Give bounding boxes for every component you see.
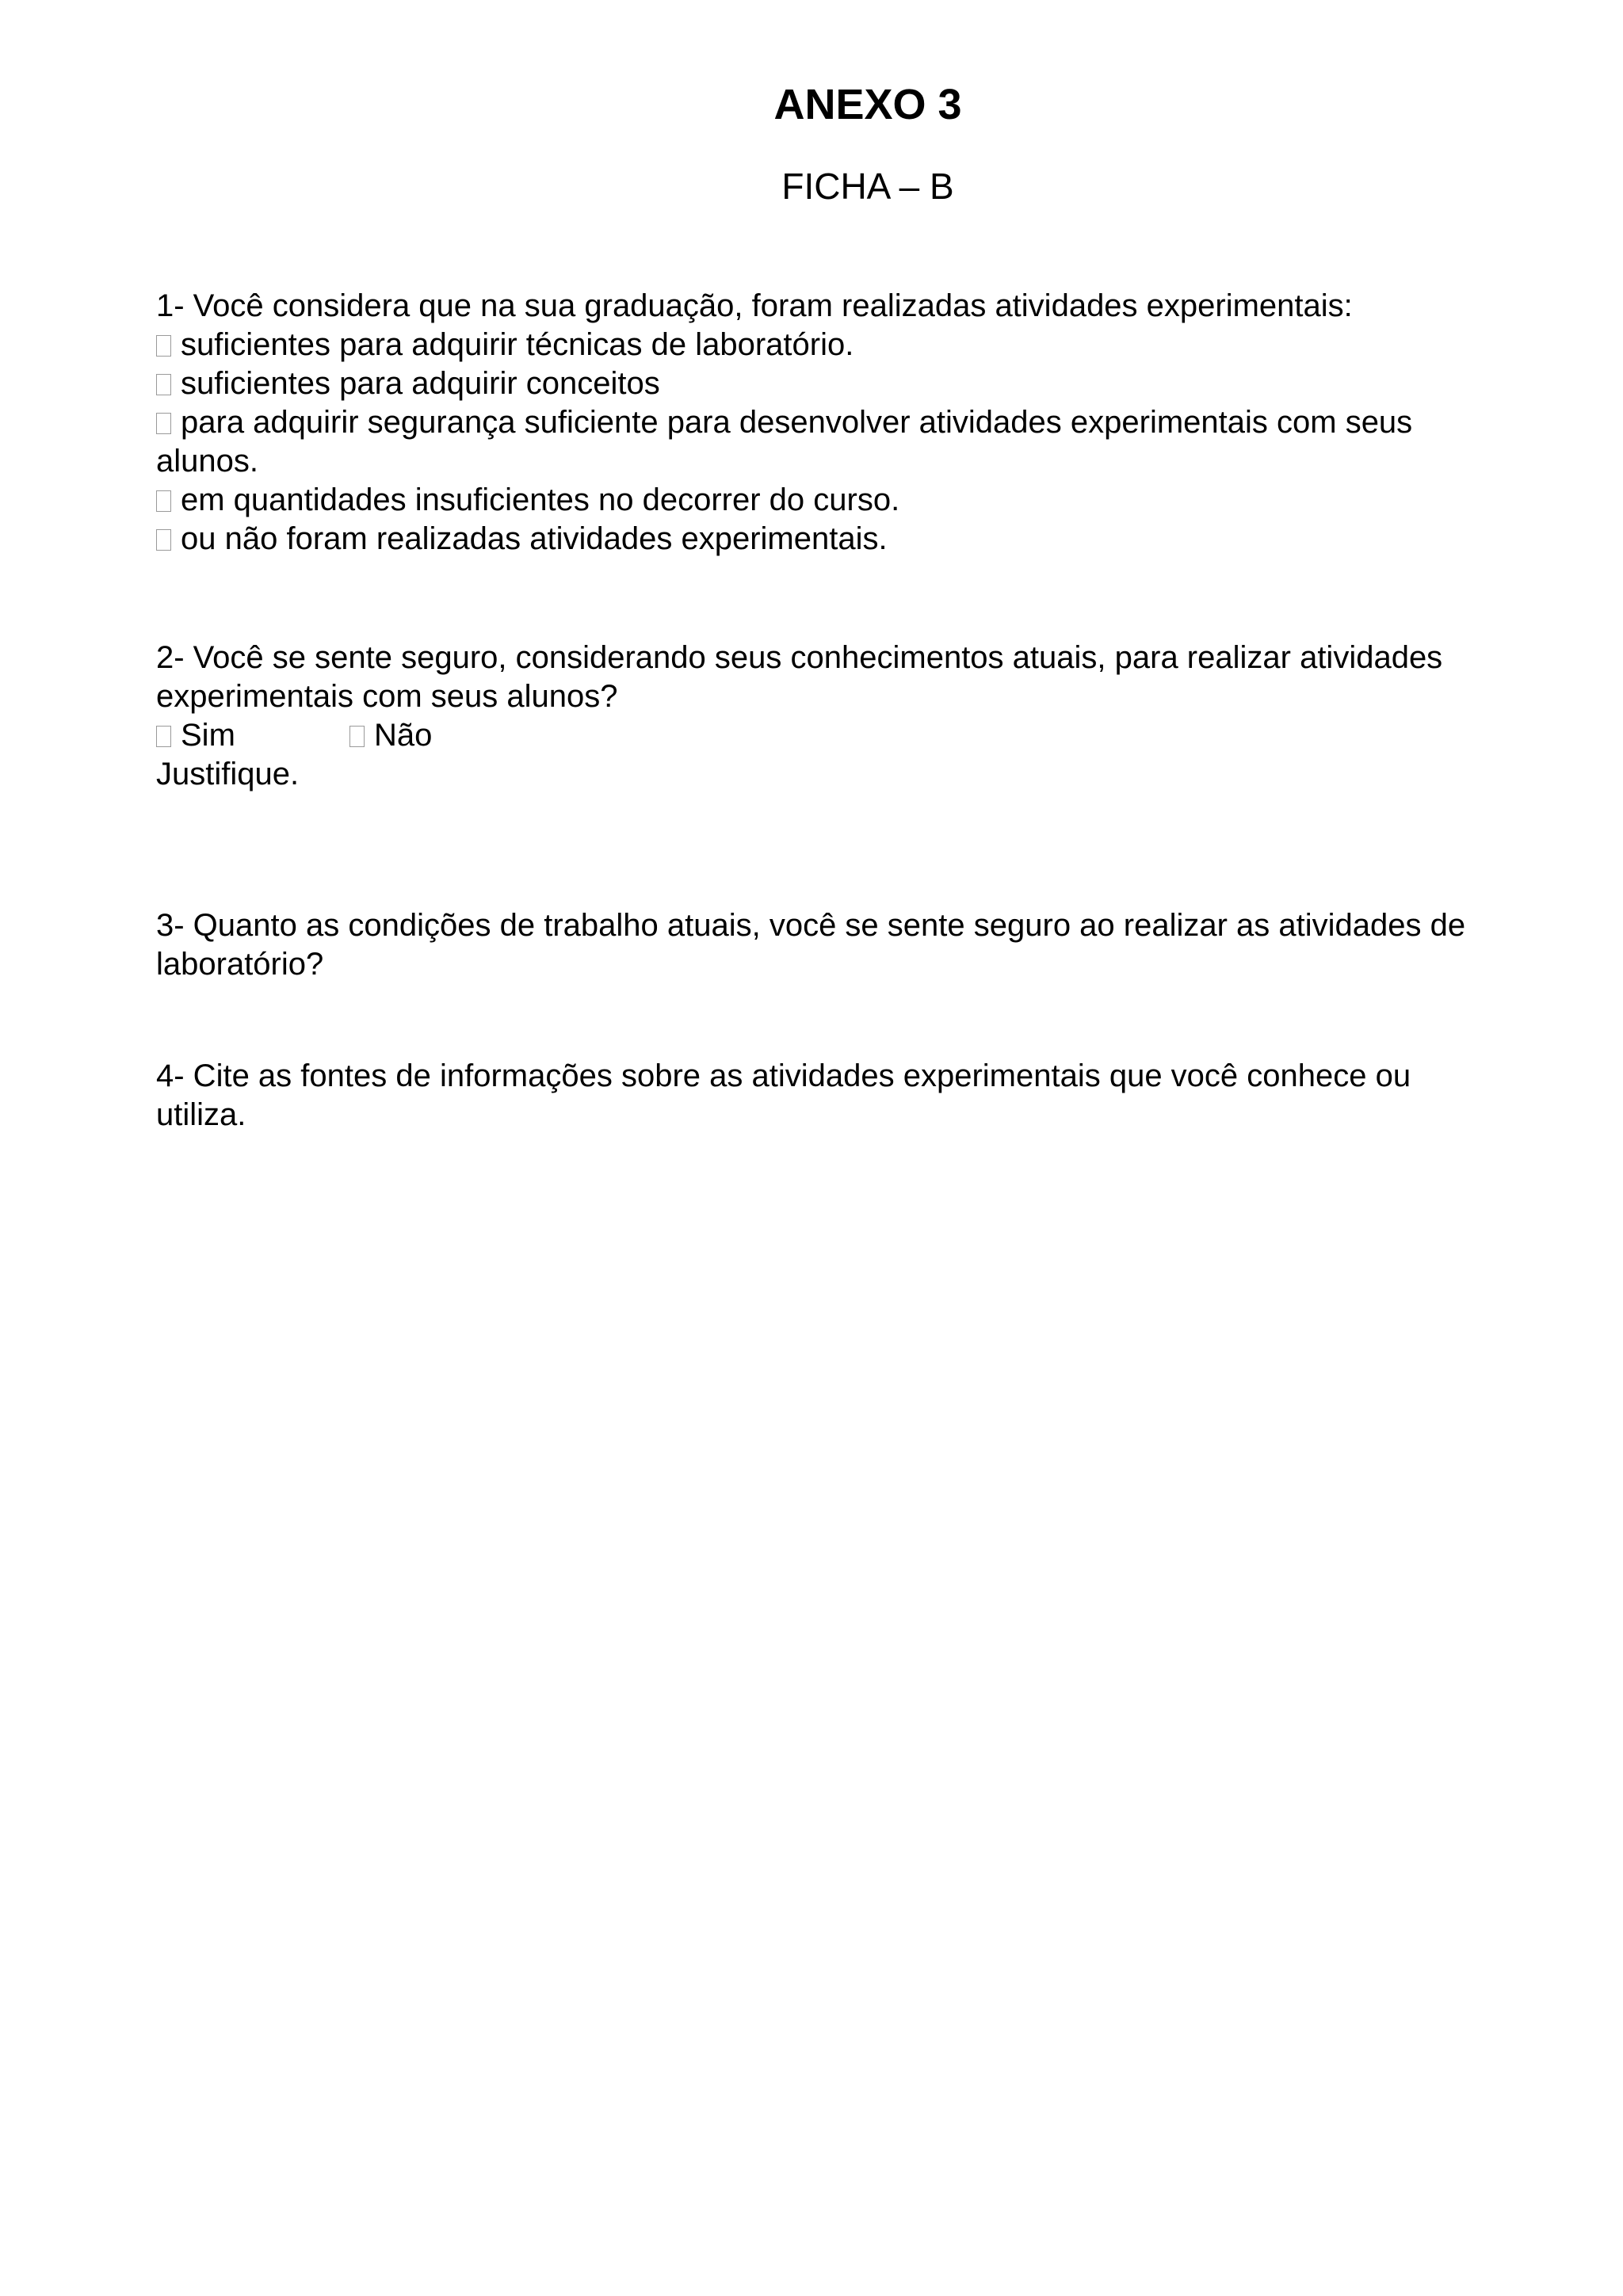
checkbox-icon[interactable] [156,413,171,434]
question-1-option [156,481,1503,520]
question-2 [156,639,1503,794]
option-label: para adquirir segurança suficiente para desenvolver atividades experimentais com seus alunos. [156,405,1413,479]
question-1-option [156,520,1503,559]
checkbox-icon[interactable] [156,374,171,395]
option-no-label: Não [374,718,433,753]
question-1-option [156,364,1503,403]
option-yes-label: Sim [181,718,235,753]
question-1-option [156,403,1503,481]
question-3 [156,906,1503,984]
checkbox-icon[interactable] [156,335,171,357]
question-4-text: 4- Cite as fontes de informações sobre as atividades experimentais que você conhece ou utiliza. [156,1058,1411,1132]
option-label: suficientes para adquirir conceitos [181,366,660,401]
option-no [349,716,432,755]
question-3-text: 3- Quanto as condições de trabalho atuais, você se sente seguro ao realizar as atividades de laboratório? [156,908,1466,982]
option-label: suficientes para adquirir técnicas de laboratório. [181,327,854,362]
question-1-text: 1- Você considera que na sua graduação, foram realizadas atividades experimentais: [156,288,1353,323]
checkbox-icon[interactable] [156,726,171,747]
question-1-option [156,326,1503,364]
question-1 [156,287,1503,559]
document-title: ANEXO 3 [773,81,962,128]
checkbox-icon[interactable] [349,726,365,747]
option-label: ou não foram realizadas atividades experimentais. [181,521,888,556]
checkbox-icon[interactable] [156,490,171,512]
question-2-text: 2- Você se sente seguro, considerando seus conhecimentos atuais, para realizar atividades experimentais com seus alunos? [156,640,1443,714]
option-yes [156,716,349,755]
document-subtitle: FICHA – B [781,166,954,207]
checkbox-icon[interactable] [156,529,171,551]
question-2-followup: Justifique. [156,757,300,791]
option-label: em quantidades insuficientes no decorrer do curso. [181,482,900,517]
question-4 [156,1057,1503,1135]
question-2-options [156,716,1503,755]
